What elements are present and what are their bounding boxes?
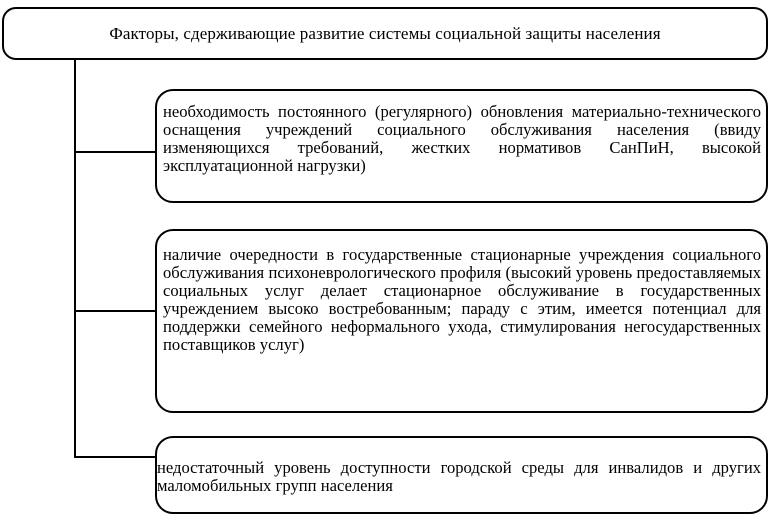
factor-text-2: наличие очередности в государственные стационарные учреждения социального обслуживания психоневрологического профиля (высокий уровень предоставляемых социальных услуг делает стационарное обслуживание в государственных учреждением высоко востребованным; параду с этим, имеется потенциал для поддержки семейного неформального ухода, стимулирования негосударственных поставщиков услуг) xyxy=(163,245,761,354)
connector-branch-1 xyxy=(74,151,157,153)
factor-box-3 xyxy=(155,436,768,514)
connector-branch-3 xyxy=(74,456,157,458)
diagram-title: Факторы, сдерживающие развитие системы социальной защиты населения xyxy=(109,23,661,43)
factor-text-1: необходимость постоянного (регулярного) обновления материально-технического оснащения учреждений социального обслуживания населения (ввиду изменяющихся требований, жестких нормативов СанПиН, высокой эксплуатационной нагрузки) xyxy=(163,102,761,175)
diagram-title-box xyxy=(2,7,768,60)
connector-branch-2 xyxy=(74,310,157,312)
connector-spine xyxy=(74,60,76,458)
factor-box-1 xyxy=(155,89,768,203)
factor-text-3: недостаточный уровень доступности городской среды для инвалидов и других маломобильных групп населения xyxy=(157,458,761,495)
factor-box-2 xyxy=(155,229,768,413)
